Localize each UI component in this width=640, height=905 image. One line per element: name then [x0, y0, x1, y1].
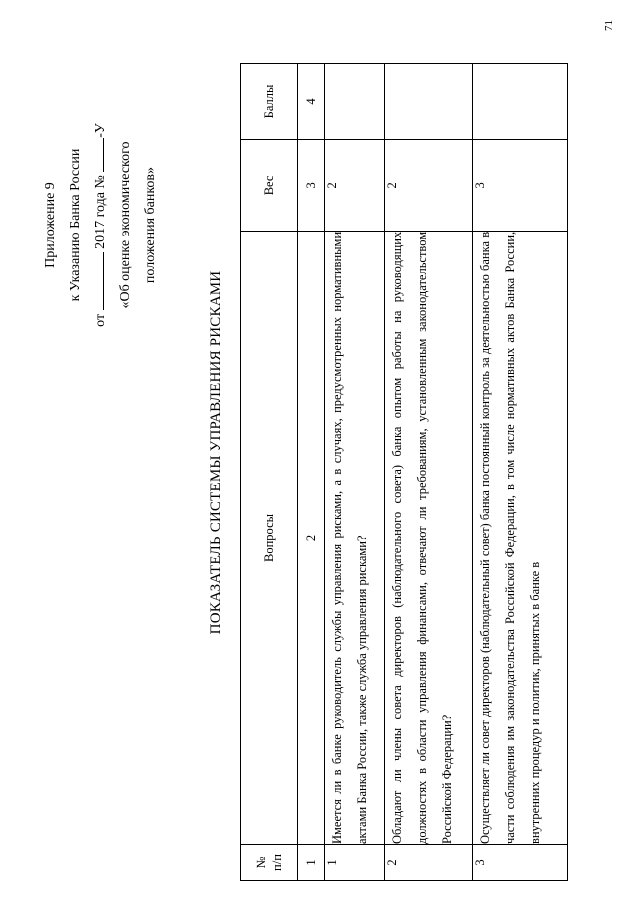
table-header-row	[241, 64, 298, 881]
header-number-abbr: п/п	[270, 854, 284, 871]
date-mid: 2017 года №	[93, 175, 108, 249]
column-number: 1	[298, 845, 325, 881]
date-blank	[103, 252, 104, 310]
row-index: 1	[325, 845, 385, 881]
appendix-date-line	[88, 75, 113, 375]
header-weight: Вес	[241, 139, 298, 231]
date-suffix: -У	[93, 123, 108, 138]
row-weight: 2	[385, 139, 473, 231]
column-number: 2	[298, 231, 325, 844]
header-questions: Вопросы	[241, 231, 298, 844]
appendix-reference: к Указанию Банка России	[68, 148, 83, 302]
table-row	[325, 64, 385, 881]
row-index: 3	[473, 845, 568, 881]
row-score	[473, 64, 568, 140]
appendix-header	[38, 75, 163, 375]
row-question: Обладают ли члены совета директоров (наблюдательного совета) банка опытом работы на руководящих должностях в области управления финансами, отвечают ли требованиям, установленным законодательством Российской Федерации?	[385, 231, 473, 844]
row-index: 2	[385, 845, 473, 881]
number-blank	[103, 138, 104, 172]
table-row	[385, 64, 473, 881]
row-weight: 3	[473, 139, 568, 231]
row-question: Осуществляет ли совет директоров (наблюдательный совет) банка постоянный контроль за деятельностью банка в части соблюдения им законодательства Российской Федерации, в том числе нормативных актов Банка России, внутренних процедур и политик, принятых в банке в	[473, 231, 568, 844]
column-number-row	[298, 64, 325, 881]
page-title: ПОКАЗАТЕЛЬ СИСТЕМЫ УПРАВЛЕНИЯ РИСКАМИ	[208, 270, 224, 635]
page-number: 71	[603, 20, 615, 31]
risk-table	[240, 63, 568, 881]
header-number	[241, 845, 298, 881]
appendix-subject-line1: «Об оценке экономического	[118, 141, 133, 309]
appendix-number: Приложение 9	[43, 182, 58, 268]
date-prefix: от	[93, 313, 108, 327]
column-number: 4	[298, 64, 325, 140]
header-number-symbol: №	[254, 856, 268, 869]
row-score	[325, 64, 385, 140]
row-question: Имеется ли в банке руководитель службы управления рисками, а в случаях, предусмотренных нормативными актами Банка России, также служба управления рисками?	[325, 231, 385, 844]
row-score	[385, 64, 473, 140]
table-row	[473, 64, 568, 881]
header-score: Баллы	[241, 64, 298, 140]
column-number: 3	[298, 139, 325, 231]
appendix-subject-line2: положения банков»	[143, 166, 158, 284]
row-weight: 2	[325, 139, 385, 231]
